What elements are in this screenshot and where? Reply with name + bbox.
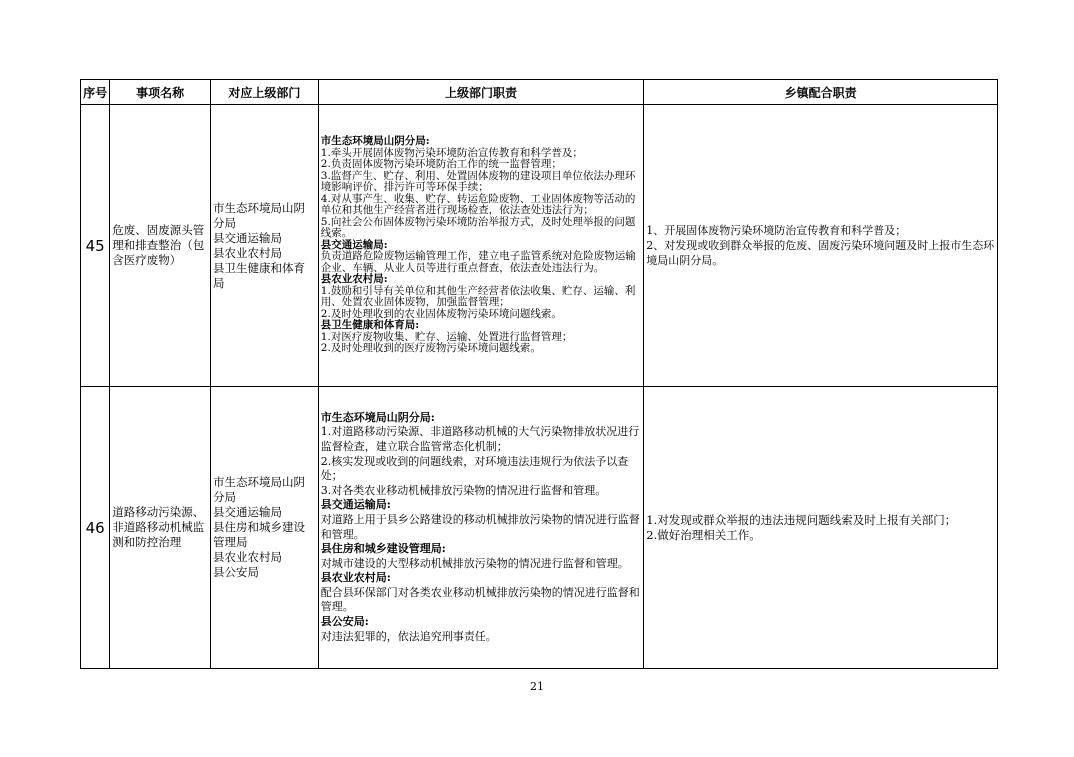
- table-row: [81, 105, 998, 387]
- township-item: 2.做好治理相关工作。: [646, 527, 761, 542]
- dept-line: 县农业农村局: [212, 550, 282, 564]
- agency-heading: 县农业农村局:: [320, 571, 391, 585]
- duty-item: 配合县环保部门对各类农业移动机械排放污染物的情况进行监督和管理。: [320, 585, 640, 614]
- table-header-row: [81, 80, 998, 105]
- duty-item: 负责道路危险废物运输管理工作，建立电子监管系统对危险废物运输企业、车辆、从业人员等进行重点督查，依法查处违法行为。: [320, 250, 636, 274]
- dept-line: 县交通运输局: [212, 230, 282, 245]
- township-item: 1、开展固体废物污染环境防治宣传教育和科学普及；: [646, 224, 907, 237]
- dept-line: 县卫生健康和体育局: [212, 260, 305, 290]
- dept-line: 县住房和城乡建设管理局: [212, 520, 305, 549]
- agency-heading: 市生态环境局山阴分局:: [320, 410, 435, 424]
- header-name: 事项名称: [110, 80, 211, 105]
- dept-line: 市生态环境局山阴分局: [212, 200, 305, 230]
- township-item: 1.对发现或群众举报的违法违规问题线索及时上报有关部门；: [646, 512, 957, 527]
- dept-cell: [210, 387, 318, 669]
- dept-cell: [210, 105, 318, 387]
- superior-duty-cell: [318, 387, 643, 669]
- township-item: 2、对发现或收到群众举报的危废、固废污染环境问题及时上报市生态环境局山阴分局。: [646, 239, 995, 267]
- duty-item: 4.对从事产生、收集、贮存、转运危险废物、工业固体废物等活动的单位和其他生产经营者进行现场检查，依法查处违法行为；: [320, 192, 636, 217]
- page-number: 21: [530, 680, 544, 693]
- duty-item: 对城市建设的大型移动机械排放污染物的情况进行监督和管理。: [320, 556, 629, 570]
- duty-item: 2.核实发现或收到的问题线索，对环境违法违规行为依法予以查处；: [320, 454, 629, 483]
- header-dept: 对应上级部门: [210, 80, 318, 105]
- duty-item: 2.负责固体废物污染环境防治工作的统一监督管理；: [320, 158, 562, 171]
- header-superior-duty: 上级部门职责: [318, 80, 643, 105]
- township-duty-cell: [644, 387, 998, 669]
- duty-item: 1.对医疗废物收集、贮存、运输、处置进行监督管理；: [320, 330, 573, 343]
- agency-heading: 县交通运输局:: [320, 498, 391, 512]
- duty-item: 3.对各类农业移动机械排放污染物的情况进行监督和管理。: [320, 483, 607, 497]
- dept-line: 县公安局: [212, 565, 259, 579]
- superior-duty-cell: [318, 105, 643, 387]
- agency-heading: 市生态环境局山阴分局:: [320, 135, 430, 148]
- item-name-cell: 道路移动污染源、非道路移动机械监测和防控治理: [110, 387, 211, 669]
- agency-heading: 县住房和城乡建设管理局:: [320, 542, 446, 556]
- dept-line: 县农业农村局: [212, 245, 282, 260]
- responsibility-table: [80, 79, 998, 669]
- header-seq: 序号: [81, 80, 110, 105]
- duty-item: 1.牵头开展固体废物污染环境防治宣传教育和科学普及；: [320, 146, 583, 159]
- dept-line: 市生态环境局山阴分局: [212, 475, 305, 504]
- agency-heading: 县交通运输局:: [320, 238, 388, 251]
- duty-item: 2.及时处理收到的医疗废物污染环境问题线索。: [320, 342, 541, 355]
- duty-item: 5.向社会公布固体废物污染环境防治举报方式，及时处理举报的问题线索。: [320, 215, 636, 240]
- agency-heading: 县卫生健康和体育局:: [320, 319, 420, 332]
- header-township-duty: 乡镇配合职责: [644, 80, 998, 105]
- dept-line: 县交通运输局: [212, 505, 282, 519]
- duty-item: 1.鼓励和引导有关单位和其他生产经营者依法收集、贮存、运输、利用、处置农业固体废物，加强监督管理；: [320, 284, 636, 309]
- seq-cell: 45: [81, 105, 110, 387]
- duty-item: 2.及时处理收到的农业固体废物污染环境问题线索。: [320, 307, 562, 320]
- seq-cell: 46: [81, 387, 110, 669]
- duty-item: 对违法犯罪的，依法追究刑事责任。: [320, 629, 497, 643]
- agency-heading: 县公安局:: [320, 615, 369, 629]
- township-duty-cell: [644, 105, 998, 387]
- duty-item: 对道路上用于县乡公路建设的移动机械排放污染物的情况进行监督和管理。: [320, 512, 640, 541]
- table-row: [81, 387, 998, 669]
- duty-item: 1.对道路移动污染源、非道路移动机械的大气污染物排放状况进行监督检查，建立联合监管常态化机制；: [320, 425, 640, 453]
- duty-item: 3.监督产生、贮存、利用、处置固体废物的建设项目单位依法办理环境影响评价、排污许可等环保手续；: [320, 169, 636, 194]
- item-name-cell: 危废、固废源头管理和排查整治（包含医疗废物）: [110, 105, 211, 387]
- agency-heading: 县农业农村局:: [320, 273, 388, 286]
